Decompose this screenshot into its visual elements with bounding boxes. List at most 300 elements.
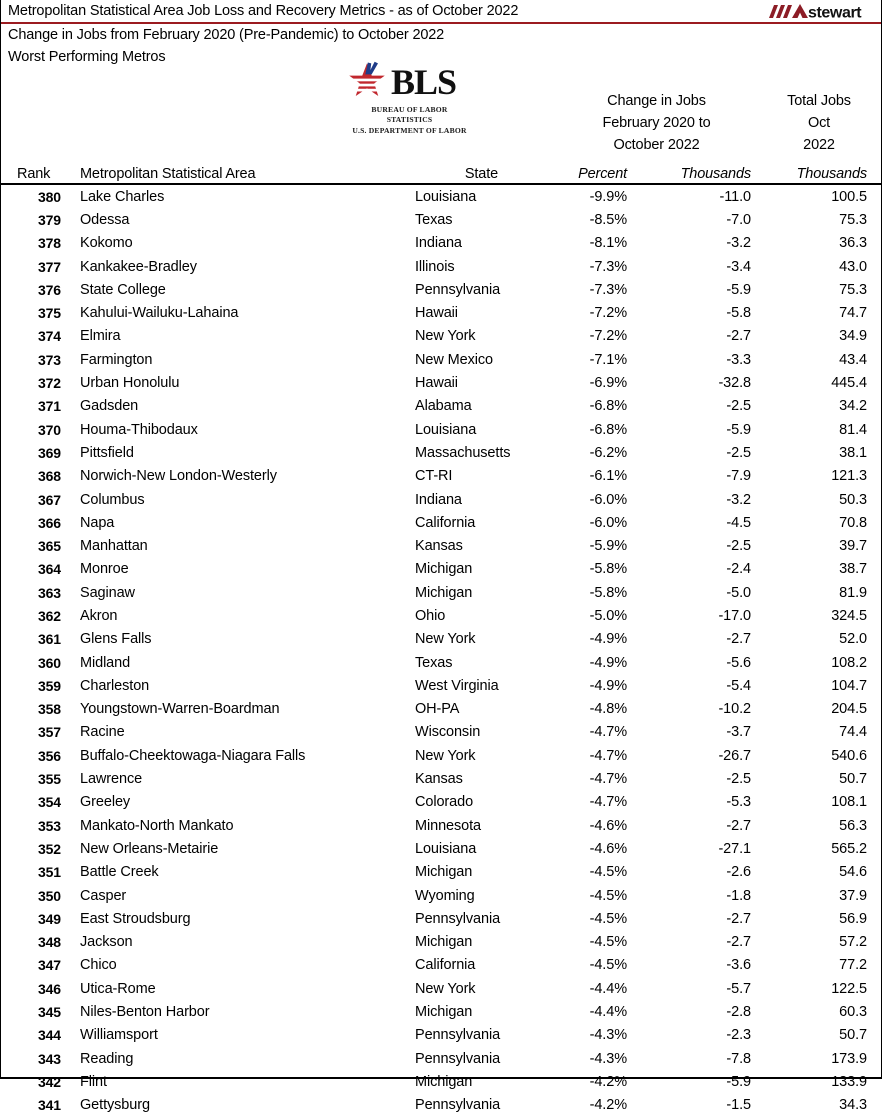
- column-header-msa: Metropolitan Statistical Area: [80, 165, 256, 182]
- table-row[interactable]: [1, 628, 881, 651]
- table-row[interactable]: [1, 698, 881, 721]
- cell-state: Michigan: [415, 933, 473, 950]
- cell-rank: 343: [37, 1050, 61, 1067]
- cell-rank: 352: [37, 840, 61, 857]
- cell-state: Pennsylvania: [415, 281, 501, 298]
- cell-rank: 364: [37, 561, 61, 578]
- cell-total-thousands: 36.3: [839, 234, 867, 251]
- table-row[interactable]: [1, 861, 881, 884]
- stewart-slashes-logo-icon: [767, 2, 875, 21]
- cell-rank: 344: [37, 1027, 61, 1044]
- cell-rank: 374: [37, 328, 61, 345]
- cell-change-thousands: -32.8: [718, 374, 751, 391]
- table-row[interactable]: [1, 488, 881, 511]
- cell-percent: -4.5%: [589, 910, 627, 927]
- cell-percent: -6.2%: [589, 444, 627, 461]
- bls-caption-line-1: BUREAU OF LABOR STATISTICS: [371, 105, 448, 125]
- cell-msa: Niles-Benton Harbor: [80, 1003, 210, 1020]
- cell-change-thousands: -5.9: [726, 281, 751, 298]
- cell-percent: -7.3%: [589, 258, 627, 275]
- cell-state: Louisiana: [415, 188, 477, 205]
- bls-logo: [333, 60, 468, 135]
- cell-change-thousands: -2.5: [726, 770, 751, 787]
- column-header-total-thousands: Thousands: [796, 165, 867, 182]
- cell-msa: Kahului-Wailuku-Lahaina: [80, 304, 239, 321]
- cell-change-thousands: -7.9: [726, 467, 751, 484]
- cell-change-thousands: -10.2: [718, 700, 751, 717]
- cell-rank: 345: [37, 1004, 61, 1021]
- cell-total-thousands: 38.1: [839, 444, 867, 461]
- cell-msa: Gettysburg: [80, 1096, 150, 1113]
- cell-state: Louisiana: [415, 421, 477, 438]
- cell-total-thousands: 56.9: [839, 910, 867, 927]
- cell-state: New York: [415, 747, 476, 764]
- cell-state: Wyoming: [415, 887, 475, 904]
- cell-percent: -6.8%: [589, 421, 627, 438]
- group-header-total-line-3: 2022: [803, 137, 835, 153]
- cell-rank: 358: [37, 701, 61, 718]
- cell-change-thousands: -5.9: [726, 421, 751, 438]
- table-row[interactable]: [1, 604, 881, 627]
- cell-state: Pennsylvania: [415, 1096, 501, 1113]
- cell-state: Wisconsin: [415, 724, 481, 741]
- table-row[interactable]: [1, 301, 881, 324]
- cell-change-thousands: -2.7: [726, 910, 751, 927]
- cell-total-thousands: 75.3: [839, 281, 867, 298]
- table-row[interactable]: [1, 674, 881, 697]
- cell-rank: 362: [37, 607, 61, 624]
- cell-total-thousands: 324.5: [831, 607, 867, 624]
- cell-change-thousands: -5.7: [726, 980, 751, 997]
- cell-change-thousands: -4.5: [726, 514, 751, 531]
- cell-state: Pennsylvania: [415, 910, 501, 927]
- cell-rank: 355: [37, 771, 61, 788]
- cell-percent: -4.2%: [589, 1096, 627, 1113]
- cell-change-thousands: -2.5: [726, 537, 751, 554]
- cell-total-thousands: 34.9: [839, 328, 867, 345]
- cell-msa: Monroe: [80, 561, 129, 578]
- table-row[interactable]: [1, 1024, 881, 1047]
- table-row[interactable]: [1, 371, 881, 394]
- cell-change-thousands: -11.0: [719, 188, 751, 205]
- table-row[interactable]: [1, 511, 881, 534]
- cell-percent: -4.5%: [589, 933, 627, 950]
- cell-rank: 379: [37, 211, 61, 228]
- group-header-change-line-3: October 2022: [613, 137, 700, 153]
- subtitle-line-1: Change in Jobs from February 2020 (Pre-Pandemic) to October 2022: [8, 26, 445, 43]
- table-row[interactable]: [1, 325, 881, 348]
- cell-percent: -6.0%: [589, 514, 627, 531]
- table-row[interactable]: [1, 278, 881, 301]
- cell-percent: -4.4%: [589, 1003, 627, 1020]
- cell-percent: -8.1%: [589, 234, 627, 251]
- table-row[interactable]: [1, 208, 881, 231]
- cell-total-thousands: 104.7: [831, 677, 867, 694]
- cell-percent: -4.5%: [589, 957, 627, 974]
- cell-state: Pennsylvania: [415, 1027, 501, 1044]
- cell-change-thousands: -5.0: [726, 584, 751, 601]
- cell-change-thousands: -2.5: [726, 398, 751, 415]
- cell-msa: Reading: [80, 1050, 134, 1067]
- cell-change-thousands: -5.9: [726, 1073, 751, 1090]
- cell-msa: Glens Falls: [80, 631, 152, 648]
- cell-change-thousands: -2.6: [726, 864, 751, 880]
- cell-percent: -4.7%: [589, 794, 627, 811]
- cell-total-thousands: 100.5: [831, 188, 867, 205]
- cell-msa: Buffalo-Cheektowaga-Niagara Falls: [80, 747, 306, 764]
- table-row[interactable]: [1, 721, 881, 744]
- cell-change-thousands: -3.3: [726, 351, 751, 368]
- cell-change-thousands: -5.3: [726, 794, 751, 811]
- cell-percent: -4.7%: [589, 724, 627, 741]
- column-header-state: State: [464, 165, 498, 182]
- table-row[interactable]: [1, 954, 881, 977]
- cell-total-thousands: 50.7: [839, 1027, 867, 1044]
- cell-msa: Youngstown-Warren-Boardman: [80, 700, 280, 717]
- table-row[interactable]: [1, 814, 881, 837]
- cell-rank: 377: [37, 258, 61, 275]
- cell-msa: Gadsden: [80, 398, 139, 415]
- cell-percent: -5.8%: [589, 561, 627, 578]
- cell-state: Massachusetts: [415, 444, 511, 461]
- table-row[interactable]: [1, 558, 881, 581]
- cell-state: Michigan: [415, 561, 473, 578]
- table-row[interactable]: [1, 977, 881, 1000]
- cell-total-thousands: 43.4: [839, 351, 867, 368]
- cell-msa: East Stroudsburg: [80, 910, 191, 927]
- cell-change-thousands: -1.8: [726, 887, 751, 904]
- cell-rank: 350: [37, 887, 61, 904]
- subtitle-line-2: Worst Performing Metros: [8, 48, 166, 65]
- cell-total-thousands: 50.7: [839, 770, 867, 787]
- cell-rank: 354: [37, 794, 61, 811]
- table-row[interactable]: [1, 1000, 881, 1023]
- cell-change-thousands: -2.5: [726, 444, 751, 461]
- table-row[interactable]: [1, 348, 881, 371]
- cell-state: New York: [415, 328, 476, 345]
- cell-state: OH-PA: [415, 700, 460, 717]
- cell-total-thousands: 75.3: [839, 211, 867, 228]
- cell-state: Colorado: [415, 794, 474, 811]
- cell-rank: 365: [37, 538, 61, 555]
- cell-state: Kansas: [415, 537, 463, 554]
- cell-msa: Racine: [80, 724, 125, 741]
- table-row[interactable]: [1, 884, 881, 907]
- cell-total-thousands: 38.7: [839, 561, 867, 578]
- cell-msa: Chico: [80, 957, 117, 974]
- column-header-percent: Percent: [578, 165, 627, 182]
- cell-total-thousands: 39.7: [839, 537, 867, 554]
- group-header-change-line-1: Change in Jobs: [607, 93, 706, 109]
- cell-state: California: [415, 514, 476, 531]
- cell-percent: -4.4%: [589, 980, 627, 997]
- cell-percent: -4.5%: [589, 887, 627, 904]
- cell-rank: 378: [37, 235, 61, 252]
- cell-rank: 360: [37, 654, 61, 671]
- table-row[interactable]: [1, 791, 881, 814]
- group-header-change-line-2: February 2020 to: [602, 115, 711, 131]
- cell-state: California: [415, 957, 476, 974]
- cell-change-thousands: -2.8: [726, 1003, 751, 1020]
- cell-rank: 348: [37, 934, 61, 951]
- cell-total-thousands: 108.1: [831, 794, 867, 811]
- cell-msa: Elmira: [80, 328, 121, 345]
- table-row[interactable]: [1, 255, 881, 278]
- cell-rank: 353: [37, 817, 61, 834]
- table-row[interactable]: [1, 465, 881, 488]
- cell-change-thousands: -26.7: [718, 747, 751, 764]
- cell-percent: -6.9%: [589, 374, 627, 391]
- cell-total-thousands: 70.8: [839, 514, 867, 531]
- cell-state: Ohio: [415, 607, 446, 624]
- cell-msa: Casper: [80, 887, 127, 904]
- cell-change-thousands: -5.6: [726, 654, 751, 671]
- table-row[interactable]: [1, 744, 881, 767]
- cell-percent: -4.3%: [589, 1050, 627, 1067]
- table-row[interactable]: [1, 837, 881, 860]
- cell-rank: 341: [37, 1097, 61, 1114]
- cell-state: New Mexico: [415, 351, 493, 368]
- cell-state: Texas: [415, 211, 453, 228]
- cell-state: Michigan: [415, 1003, 473, 1020]
- cell-state: Texas: [415, 654, 453, 671]
- cell-change-thousands: -2.7: [726, 817, 751, 834]
- cell-change-thousands: -2.7: [726, 631, 751, 648]
- cell-change-thousands: -3.4: [726, 258, 751, 275]
- table-row[interactable]: [1, 907, 881, 930]
- table-row[interactable]: [1, 581, 881, 604]
- cell-change-thousands: -17.0: [718, 607, 751, 624]
- cell-change-thousands: -3.2: [726, 491, 751, 508]
- cell-change-thousands: -27.1: [718, 840, 751, 857]
- cell-msa: Saginaw: [80, 584, 135, 601]
- cell-change-thousands: -2.4: [726, 561, 751, 578]
- cell-change-thousands: -2.7: [726, 328, 751, 345]
- cell-msa: Urban Honolulu: [80, 374, 180, 391]
- svg-text:stewart: stewart: [808, 4, 862, 21]
- group-header-total-line-1: Total Jobs: [787, 93, 851, 109]
- cell-state: Illinois: [415, 258, 455, 275]
- cell-msa: Flint: [80, 1073, 107, 1090]
- cell-msa: Kokomo: [80, 234, 133, 251]
- stewart-logo: [767, 2, 875, 21]
- cell-percent: -9.9%: [589, 188, 627, 205]
- cell-percent: -7.1%: [589, 351, 627, 368]
- cell-rank: 357: [37, 724, 61, 741]
- cell-percent: -4.7%: [589, 770, 627, 787]
- cell-total-thousands: 52.0: [839, 631, 867, 648]
- cell-total-thousands: 108.2: [831, 654, 867, 671]
- cell-rank: 369: [37, 444, 61, 461]
- cell-percent: -5.9%: [589, 537, 627, 554]
- table-row[interactable]: [1, 395, 881, 418]
- cell-total-thousands: 57.2: [839, 933, 867, 950]
- cell-percent: -4.8%: [589, 700, 627, 717]
- cell-state: Michigan: [415, 1073, 473, 1090]
- cell-rank: 380: [37, 188, 61, 205]
- cell-msa: Greeley: [80, 794, 131, 811]
- cell-state: Michigan: [415, 584, 473, 601]
- cell-state: Indiana: [415, 234, 462, 251]
- table-row[interactable]: [1, 1047, 881, 1070]
- table-row[interactable]: [1, 441, 881, 464]
- table-row[interactable]: [1, 185, 881, 208]
- cell-total-thousands: 34.3: [839, 1096, 867, 1113]
- cell-total-thousands: 34.2: [839, 398, 867, 415]
- cell-msa: Farmington: [80, 351, 153, 368]
- cell-rank: 373: [37, 351, 61, 368]
- table-row[interactable]: [1, 931, 881, 954]
- table-body: [1, 185, 881, 1117]
- cell-change-thousands: -7.0: [726, 211, 751, 228]
- cell-rank: 361: [37, 631, 61, 648]
- cell-msa: Columbus: [80, 491, 145, 508]
- group-header-total-line-2: Oct: [807, 115, 831, 131]
- cell-total-thousands: 121.3: [831, 467, 867, 484]
- table-row[interactable]: [1, 1070, 881, 1093]
- cell-state: Pennsylvania: [415, 1050, 501, 1067]
- bls-star-icon: [345, 60, 389, 104]
- cell-change-thousands: -7.8: [726, 1050, 751, 1067]
- cell-change-thousands: -2.3: [726, 1027, 751, 1044]
- cell-rank: 363: [37, 584, 61, 601]
- cell-rank: 351: [37, 864, 61, 881]
- column-header-rank: Rank: [17, 165, 51, 182]
- bls-acronym: BLS: [390, 62, 457, 102]
- cell-change-thousands: -1.5: [726, 1096, 751, 1113]
- cell-state: Louisiana: [415, 840, 477, 857]
- cell-percent: -7.2%: [589, 304, 627, 321]
- cell-msa: Pittsfield: [80, 444, 134, 461]
- cell-msa: Kankakee-Bradley: [80, 258, 197, 275]
- cell-total-thousands: 74.4: [839, 724, 867, 741]
- table-row[interactable]: [1, 651, 881, 674]
- cell-state: Kansas: [415, 770, 463, 787]
- cell-total-thousands: 37.9: [839, 887, 867, 904]
- cell-percent: -4.7%: [589, 747, 627, 764]
- title-bar: [1, 0, 881, 24]
- cell-rank: 368: [37, 468, 61, 485]
- cell-total-thousands: 204.5: [831, 700, 867, 717]
- cell-percent: -7.3%: [589, 281, 627, 298]
- cell-state: New York: [415, 631, 476, 648]
- cell-percent: -8.5%: [589, 211, 627, 228]
- cell-change-thousands: -2.7: [726, 933, 751, 950]
- cell-total-thousands: 445.4: [831, 374, 867, 391]
- cell-msa: Lake Charles: [80, 188, 165, 205]
- cell-percent: -6.0%: [589, 491, 627, 508]
- cell-msa: Utica-Rome: [80, 980, 156, 997]
- cell-percent: -6.1%: [589, 467, 627, 484]
- cell-msa: Manhattan: [80, 537, 148, 554]
- cell-rank: 356: [37, 747, 61, 764]
- cell-rank: 366: [37, 514, 61, 531]
- cell-total-thousands: 540.6: [831, 747, 867, 764]
- table-column-headers: [1, 160, 881, 185]
- page-title: Metropolitan Statistical Area Job Loss and Recovery Metrics - as of October 2022: [8, 2, 519, 19]
- cell-msa: State College: [80, 281, 166, 298]
- cell-percent: -5.8%: [589, 584, 627, 601]
- cell-state: West Virginia: [415, 677, 499, 694]
- cell-total-thousands: 43.0: [839, 258, 867, 275]
- cell-change-thousands: -3.2: [726, 234, 751, 251]
- bls-caption-line-2: U.S. DEPARTMENT OF LABOR: [352, 125, 467, 135]
- cell-state: CT-RI: [415, 467, 453, 484]
- cell-rank: 376: [37, 281, 61, 298]
- cell-msa: Charleston: [80, 677, 150, 694]
- cell-msa: Battle Creek: [80, 864, 159, 880]
- cell-msa: Odessa: [80, 211, 130, 228]
- cell-total-thousands: 54.6: [839, 864, 867, 880]
- cell-msa: Williamsport: [80, 1027, 158, 1044]
- cell-percent: -4.9%: [589, 654, 627, 671]
- cell-total-thousands: 565.2: [831, 840, 867, 857]
- cell-state: Hawaii: [415, 374, 458, 391]
- cell-rank: 349: [37, 910, 61, 927]
- cell-total-thousands: 173.9: [831, 1050, 867, 1067]
- cell-percent: -5.0%: [589, 607, 627, 624]
- cell-percent: -4.9%: [589, 631, 627, 648]
- cell-rank: 347: [37, 957, 61, 974]
- cell-total-thousands: 133.9: [831, 1073, 867, 1090]
- table-row[interactable]: [1, 767, 881, 790]
- cell-msa: Akron: [80, 607, 118, 624]
- table-row[interactable]: [1, 534, 881, 557]
- cell-percent: -7.2%: [589, 328, 627, 345]
- cell-state: Minnesota: [415, 817, 481, 834]
- column-header-thousands: Thousands: [680, 165, 751, 182]
- cell-rank: 370: [37, 421, 61, 438]
- cell-percent: -4.5%: [589, 864, 627, 880]
- cell-percent: -4.2%: [589, 1073, 627, 1090]
- cell-state: Michigan: [415, 864, 473, 880]
- cell-msa: Houma-Thibodaux: [80, 421, 198, 438]
- cell-msa: Norwich-New London-Westerly: [80, 467, 277, 484]
- cell-total-thousands: 81.9: [839, 584, 867, 601]
- table-row[interactable]: [1, 232, 881, 255]
- cell-rank: 375: [37, 305, 61, 322]
- cell-state: New York: [415, 980, 476, 997]
- cell-rank: 342: [37, 1073, 61, 1090]
- table-row[interactable]: [1, 1094, 881, 1117]
- cell-total-thousands: 81.4: [839, 421, 867, 438]
- cell-rank: 346: [37, 980, 61, 997]
- cell-total-thousands: 50.3: [839, 491, 867, 508]
- cell-percent: -4.3%: [589, 1027, 627, 1044]
- cell-percent: -4.9%: [589, 677, 627, 694]
- cell-rank: 367: [37, 491, 61, 508]
- header-block: [1, 62, 881, 160]
- cell-total-thousands: 77.2: [839, 957, 867, 974]
- cell-percent: -4.6%: [589, 817, 627, 834]
- cell-msa: Midland: [80, 654, 131, 671]
- cell-percent: -6.8%: [589, 398, 627, 415]
- cell-state: Hawaii: [415, 304, 458, 321]
- cell-msa: Jackson: [80, 933, 133, 950]
- cell-change-thousands: -5.8: [726, 304, 751, 321]
- cell-state: Alabama: [415, 398, 472, 415]
- cell-msa: Napa: [80, 514, 115, 531]
- cell-msa: Mankato-North Mankato: [80, 817, 234, 834]
- cell-msa: New Orleans-Metairie: [80, 840, 219, 857]
- cell-rank: 371: [37, 398, 61, 415]
- cell-total-thousands: 122.5: [831, 980, 867, 997]
- cell-change-thousands: -3.6: [726, 957, 751, 974]
- table-row[interactable]: [1, 418, 881, 441]
- cell-total-thousands: 74.7: [839, 304, 867, 321]
- cell-rank: 372: [37, 375, 61, 392]
- cell-total-thousands: 60.3: [839, 1003, 867, 1020]
